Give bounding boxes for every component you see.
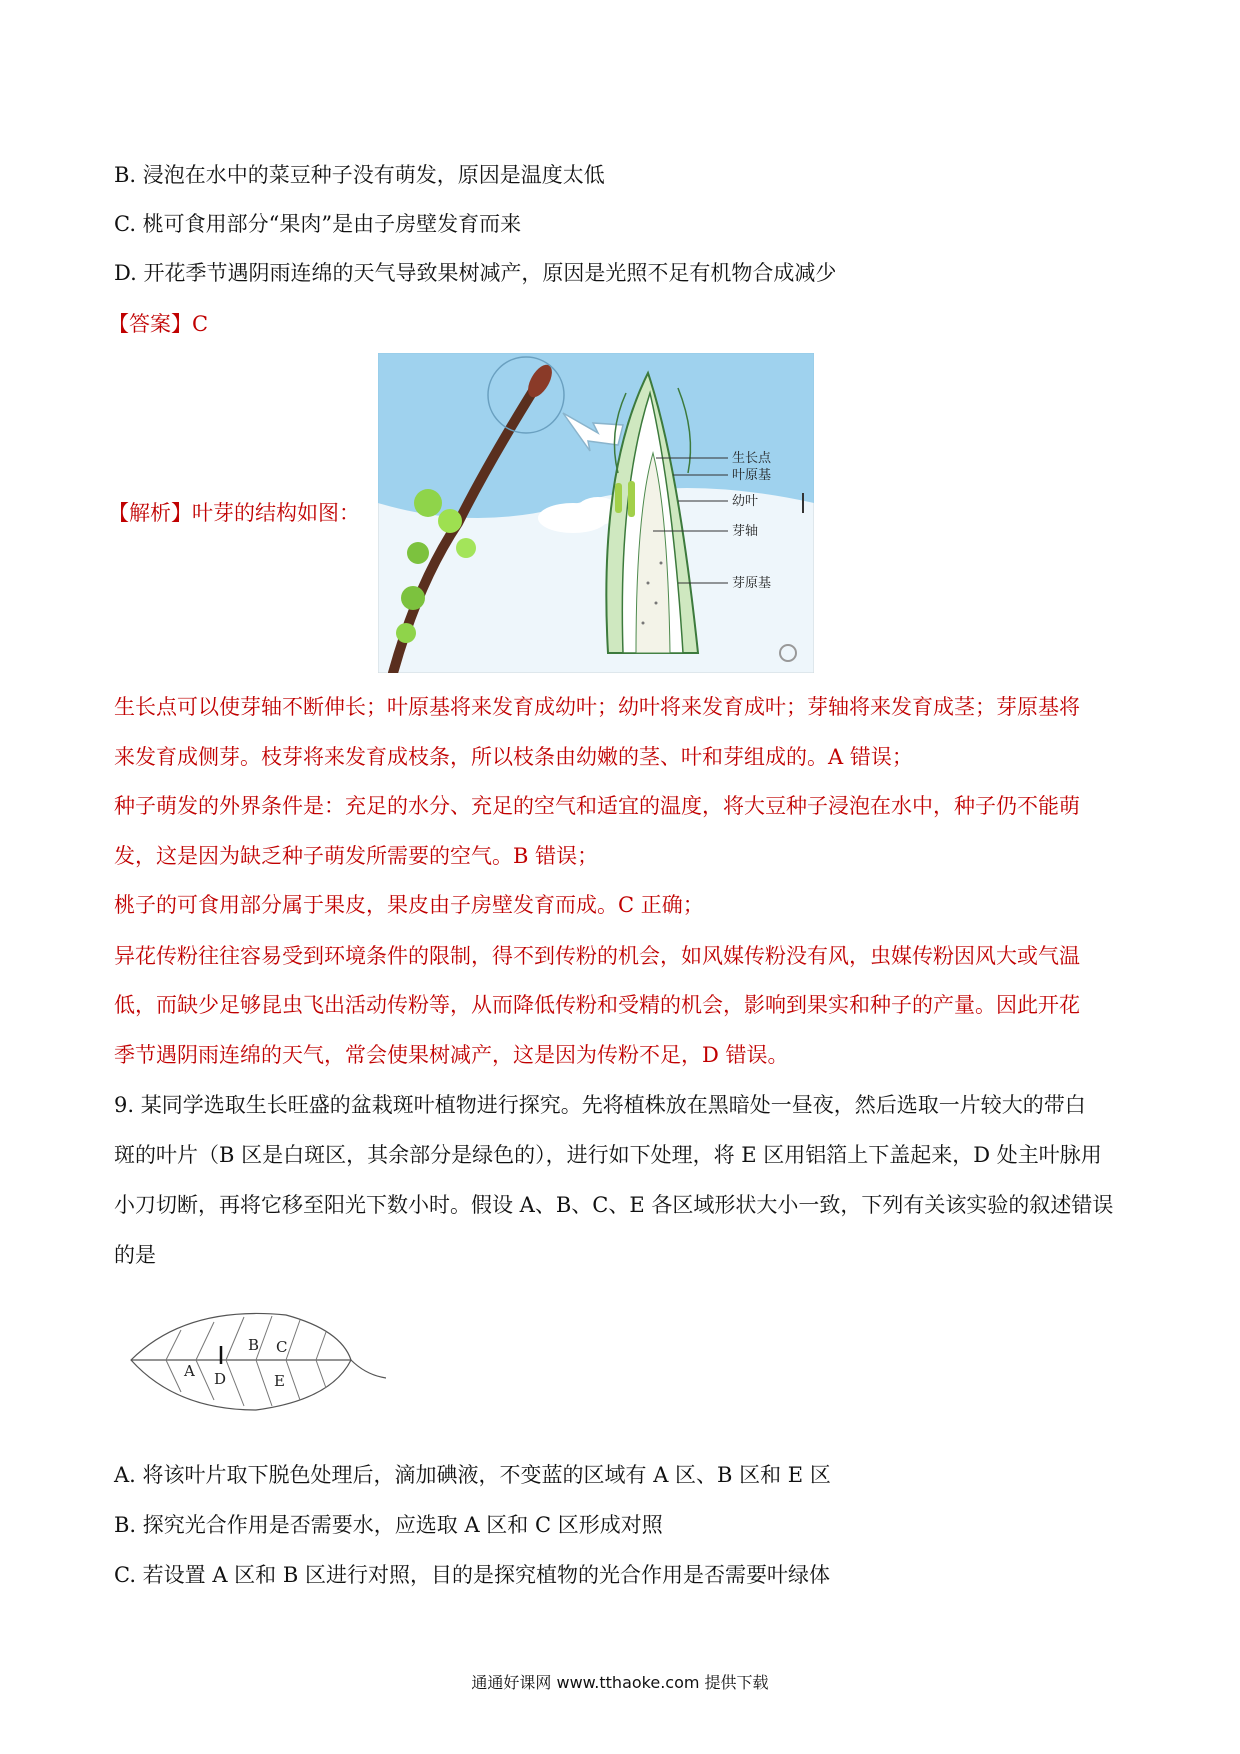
question-line-3: 小刀切断，再将它移至阳光下数小时。假设 A、B、C、E 各区域形状大小一致，下列有关该实验的叙述错误 (114, 1193, 1114, 1217)
leaf-label-c: C (276, 1338, 288, 1356)
analysis-line-8: 季节遇阴雨连绵的天气，常会使果树减产，这是因为传粉不足，D 错误。 (114, 1043, 789, 1067)
option-c: C. 桃可食用部分“果肉”是由子房壁发育而来 (114, 212, 522, 236)
analysis-line-4: 发，这是因为缺乏种子萌发所需要的空气。B 错误； (114, 844, 599, 868)
leaf-label-e: E (274, 1372, 285, 1390)
option-b-q9: B. 探究光合作用是否需要水，应选取 A 区和 C 区形成对照 (114, 1513, 663, 1537)
question-line-4: 的是 (114, 1243, 156, 1267)
label-bud-primordium: 芽原基 (732, 576, 772, 591)
label-growth-point: 生长点 (732, 451, 772, 466)
label-leaf-primordium: 叶原基 (732, 468, 772, 483)
analysis-line-6: 异花传粉往往容易受到环境条件的限制，得不到传粉的机会，如风媒传粉没有风，虫媒传粉因风大或气温 (114, 944, 1080, 968)
analysis-label (108, 498, 360, 528)
analysis-line-3: 种子萌发的外界条件是：充足的水分、充足的空气和适宜的温度，将大豆种子浸泡在水中，种子仍不能萌 (114, 794, 1080, 818)
analysis-line-1: 生长点可以使芽轴不断伸长；叶原基将来发育成幼叶；幼叶将来发育成叶；芽轴将来发育成茎；芽原基将 (114, 695, 1080, 719)
leaf-label-d: D (214, 1370, 227, 1388)
answer-line: 【答案】C (108, 312, 209, 336)
question-line-1: 9. 某同学选取生长旺盛的盆栽斑叶植物进行探究。先将植株放在黑暗处一昼夜，然后选取一片较大的带白 (114, 1093, 1086, 1117)
label-bud-axis: 芽轴 (732, 524, 759, 539)
leaf-diagram (126, 1300, 386, 1420)
analysis-line-5: 桃子的可食用部分属于果皮，果皮由子房壁发育而成。C 正确； (114, 893, 704, 917)
leaf-label-a: A (184, 1362, 195, 1380)
question-line-2: 斑的叶片（B 区是白斑区，其余部分是绿色的），进行如下处理，将 E 区用铝箔上下盖起来，D 处主叶脉用 (114, 1143, 1102, 1167)
option-d: D. 开花季节遇阴雨连绵的天气导致果树减产，原因是光照不足有机物合成减少 (114, 261, 837, 285)
bud-structure-figure (378, 353, 814, 673)
analysis-line-2: 来发育成侧芽。枝芽将来发育成枝条，所以枝条由幼嫩的茎、叶和芽组成的。A 错误； (114, 745, 913, 769)
option-b: B. 浸泡在水中的菜豆种子没有萌发，原因是温度太低 (114, 163, 605, 187)
analysis-line-7: 低，而缺少足够昆虫飞出活动传粉等，从而降低传粉和受精的机会，影响到果实和种子的产量。因此开花 (114, 993, 1080, 1017)
leaf-label-b: B (248, 1336, 260, 1354)
option-c-q9: C. 若设置 A 区和 B 区进行对照，目的是探究植物的光合作用是否需要叶绿体 (114, 1563, 830, 1587)
option-a-q9: A. 将该叶片取下脱色处理后，滴加碘液，不变蓝的区域有 A 区、B 区和 E 区 (114, 1463, 831, 1487)
analysis-label-text: 【解析】叶芽的结构如图： (108, 501, 360, 525)
label-young-leaf: 幼叶 (732, 494, 759, 509)
page-footer: 通通好课网 www.tthaoke.com 提供下载 (471, 1673, 769, 1692)
